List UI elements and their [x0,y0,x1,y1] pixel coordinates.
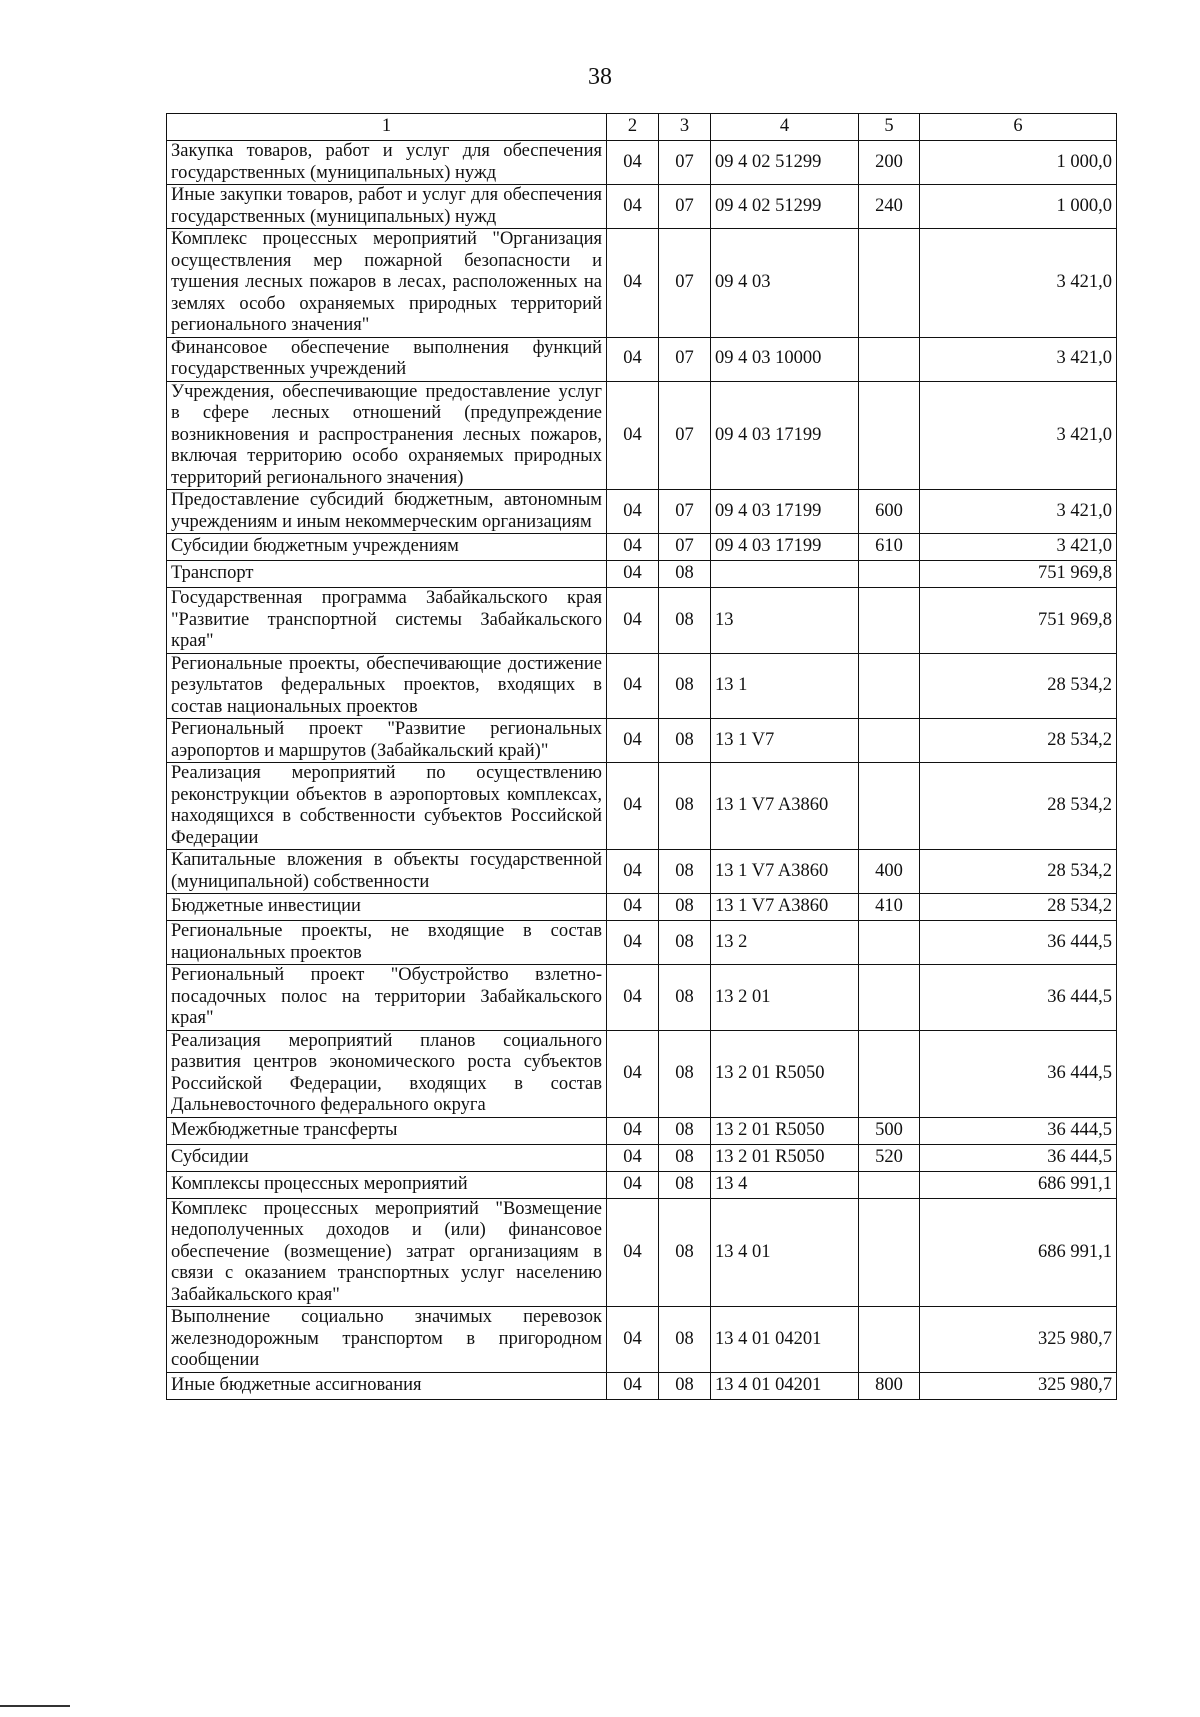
table-row [167,490,1117,534]
row-target-article-cell: 13 [711,588,859,654]
row-amount-cell: 28 534,2 [920,719,1117,763]
row-section-cell: 04 [607,229,659,338]
row-target-article-cell: 09 4 02 51299 [711,185,859,229]
table-row [167,1030,1117,1117]
row-name-cell: Комплексы процессных мероприятий [167,1171,607,1198]
row-subsection-cell: 08 [659,1198,711,1307]
row-subsection-cell: 08 [659,850,711,894]
table-row [167,561,1117,588]
row-subsection-cell: 07 [659,141,711,185]
table-row [167,965,1117,1031]
row-target-article-cell: 13 1 V7 [711,719,859,763]
row-target-article-cell: 13 4 [711,1171,859,1198]
row-name-cell: Иные бюджетные ассигнования [167,1372,607,1399]
row-expense-type-cell: 200 [859,141,920,185]
row-amount-cell: 325 980,7 [920,1372,1117,1399]
row-expense-type-cell [859,1171,920,1198]
row-target-article-cell: 09 4 02 51299 [711,141,859,185]
row-name-cell: Транспорт [167,561,607,588]
row-section-cell: 04 [607,894,659,921]
row-subsection-cell: 08 [659,561,711,588]
row-name-cell: Предоставление субсидий бюджетным, автономным учреждениям и иным некоммерческим организациям [167,490,607,534]
row-section-cell: 04 [607,850,659,894]
row-target-article-cell: 13 1 V7 A3860 [711,894,859,921]
table-row [167,185,1117,229]
row-name-cell: Капитальные вложения в объекты государственной (муниципальной) собственности [167,850,607,894]
table-row [167,763,1117,850]
row-name-cell: Субсидии бюджетным учреждениям [167,534,607,561]
row-subsection-cell: 08 [659,1144,711,1171]
row-target-article-cell: 09 4 03 [711,229,859,338]
table-header [167,114,1117,141]
row-amount-cell: 1 000,0 [920,185,1117,229]
table-row [167,1372,1117,1399]
row-target-article-cell [711,561,859,588]
row-target-article-cell: 13 2 01 R5050 [711,1117,859,1144]
row-name-cell: Региональный проект "Развитие региональных аэропортов и маршрутов (Забайкальский край)" [167,719,607,763]
row-expense-type-cell [859,381,920,490]
row-subsection-cell: 08 [659,894,711,921]
row-amount-cell: 28 534,2 [920,850,1117,894]
row-target-article-cell: 09 4 03 17199 [711,534,859,561]
row-section-cell: 04 [607,1144,659,1171]
row-section-cell: 04 [607,763,659,850]
row-expense-type-cell: 240 [859,185,920,229]
row-target-article-cell: 13 4 01 04201 [711,1307,859,1373]
row-expense-type-cell [859,1307,920,1373]
row-amount-cell: 3 421,0 [920,381,1117,490]
row-name-cell: Субсидии [167,1144,607,1171]
row-expense-type-cell [859,921,920,965]
row-expense-type-cell: 400 [859,850,920,894]
row-subsection-cell: 08 [659,1117,711,1144]
row-amount-cell: 36 444,5 [920,921,1117,965]
table-row [167,229,1117,338]
row-target-article-cell: 09 4 03 10000 [711,337,859,381]
header-col-2: 2 [607,114,659,141]
row-expense-type-cell: 410 [859,894,920,921]
row-amount-cell: 28 534,2 [920,653,1117,719]
row-name-cell: Реализация мероприятий по осуществлению реконструкции объектов в аэропортовых комплексах, находящихся в собственности субъектов Российской Федерации [167,763,607,850]
row-section-cell: 04 [607,588,659,654]
row-expense-type-cell: 610 [859,534,920,561]
header-col-1: 1 [167,114,607,141]
row-amount-cell: 36 444,5 [920,965,1117,1031]
row-amount-cell: 325 980,7 [920,1307,1117,1373]
row-target-article-cell: 13 1 [711,653,859,719]
row-subsection-cell: 08 [659,588,711,654]
row-amount-cell: 751 969,8 [920,588,1117,654]
row-expense-type-cell [859,1030,920,1117]
row-subsection-cell: 07 [659,229,711,338]
row-name-cell: Реализация мероприятий планов социального развития центров экономического роста субъектов Российской Федерации, входящих в состав Дальневосточного федерального округа [167,1030,607,1117]
margin-mark [0,1705,70,1707]
table-row [167,1198,1117,1307]
header-col-3: 3 [659,114,711,141]
header-col-6: 6 [920,114,1117,141]
row-expense-type-cell [859,1198,920,1307]
row-target-article-cell: 09 4 03 17199 [711,381,859,490]
row-expense-type-cell [859,229,920,338]
row-amount-cell: 686 991,1 [920,1171,1117,1198]
row-section-cell: 04 [607,561,659,588]
row-amount-cell: 3 421,0 [920,229,1117,338]
row-target-article-cell: 13 2 [711,921,859,965]
row-section-cell: 04 [607,1307,659,1373]
row-section-cell: 04 [607,141,659,185]
table-row [167,1144,1117,1171]
row-expense-type-cell [859,561,920,588]
row-expense-type-cell: 800 [859,1372,920,1399]
row-subsection-cell: 08 [659,719,711,763]
row-subsection-cell: 07 [659,534,711,561]
row-amount-cell: 3 421,0 [920,490,1117,534]
row-target-article-cell: 13 4 01 [711,1198,859,1307]
row-section-cell: 04 [607,921,659,965]
table-body [167,141,1117,1400]
row-amount-cell: 36 444,5 [920,1144,1117,1171]
row-section-cell: 04 [607,381,659,490]
row-expense-type-cell [859,588,920,654]
row-target-article-cell: 13 1 V7 A3860 [711,850,859,894]
row-name-cell: Комплекс процессных мероприятий "Возмещение недополученных доходов и (или) финансовое обеспечение (возмещение) затрат организациям в связи с оказанием транспортных услуг населению Забайкальского края" [167,1198,607,1307]
row-amount-cell: 28 534,2 [920,894,1117,921]
row-target-article-cell: 13 4 01 04201 [711,1372,859,1399]
row-subsection-cell: 07 [659,185,711,229]
row-section-cell: 04 [607,965,659,1031]
row-name-cell: Учреждения, обеспечивающие предоставление услуг в сфере лесных отношений (предупреждение возникновения и распространения лесных пожаров, включая территорию особо охраняемых природных территорий регионального значения) [167,381,607,490]
header-row [167,114,1117,141]
table-row [167,1307,1117,1373]
row-name-cell: Региональный проект "Обустройство взлетно-посадочных полос на территории Забайкальского края" [167,965,607,1031]
row-name-cell: Выполнение социально значимых перевозок железнодорожным транспортом в пригородном сообщении [167,1307,607,1373]
row-expense-type-cell: 500 [859,1117,920,1144]
row-subsection-cell: 08 [659,763,711,850]
row-name-cell: Закупка товаров, работ и услуг для обеспечения государственных (муниципальных) нужд [167,141,607,185]
table-row [167,534,1117,561]
row-name-cell: Комплекс процессных мероприятий "Организация осуществления мер пожарной безопасности и тушения лесных пожаров в лесах, расположенных на землях особо охраняемых природных территорий регионального значения" [167,229,607,338]
row-subsection-cell: 08 [659,1307,711,1373]
row-name-cell: Межбюджетные трансферты [167,1117,607,1144]
row-subsection-cell: 08 [659,1372,711,1399]
header-col-5: 5 [859,114,920,141]
row-section-cell: 04 [607,1198,659,1307]
table-row [167,921,1117,965]
row-section-cell: 04 [607,490,659,534]
row-amount-cell: 28 534,2 [920,763,1117,850]
row-amount-cell: 1 000,0 [920,141,1117,185]
table-row [167,1117,1117,1144]
row-name-cell: Финансовое обеспечение выполнения функций государственных учреждений [167,337,607,381]
row-subsection-cell: 08 [659,653,711,719]
table-row [167,850,1117,894]
budget-table [166,113,1117,1400]
row-amount-cell: 36 444,5 [920,1030,1117,1117]
row-subsection-cell: 07 [659,381,711,490]
row-subsection-cell: 08 [659,1030,711,1117]
table-row [167,588,1117,654]
row-section-cell: 04 [607,719,659,763]
row-section-cell: 04 [607,653,659,719]
table-row [167,381,1117,490]
row-section-cell: 04 [607,1030,659,1117]
row-section-cell: 04 [607,337,659,381]
row-target-article-cell: 13 2 01 [711,965,859,1031]
row-expense-type-cell: 600 [859,490,920,534]
table-row [167,141,1117,185]
table-row [167,719,1117,763]
row-expense-type-cell [859,337,920,381]
table-row [167,337,1117,381]
row-expense-type-cell [859,763,920,850]
row-name-cell: Иные закупки товаров, работ и услуг для обеспечения государственных (муниципальных) нужд [167,185,607,229]
table-row [167,1171,1117,1198]
row-amount-cell: 3 421,0 [920,337,1117,381]
row-name-cell: Бюджетные инвестиции [167,894,607,921]
row-amount-cell: 686 991,1 [920,1198,1117,1307]
row-section-cell: 04 [607,1372,659,1399]
page-number: 38 [588,64,612,90]
row-expense-type-cell [859,719,920,763]
row-amount-cell: 3 421,0 [920,534,1117,561]
row-name-cell: Региональные проекты, обеспечивающие достижение результатов федеральных проектов, входящих в состав национальных проектов [167,653,607,719]
table-row [167,894,1117,921]
row-section-cell: 04 [607,185,659,229]
row-target-article-cell: 13 1 V7 A3860 [711,763,859,850]
table-row [167,653,1117,719]
row-name-cell: Региональные проекты, не входящие в состав национальных проектов [167,921,607,965]
row-section-cell: 04 [607,1117,659,1144]
row-amount-cell: 36 444,5 [920,1117,1117,1144]
header-col-4: 4 [711,114,859,141]
row-section-cell: 04 [607,1171,659,1198]
row-expense-type-cell: 520 [859,1144,920,1171]
row-target-article-cell: 13 2 01 R5050 [711,1144,859,1171]
row-subsection-cell: 08 [659,965,711,1031]
row-target-article-cell: 09 4 03 17199 [711,490,859,534]
row-subsection-cell: 07 [659,337,711,381]
row-section-cell: 04 [607,534,659,561]
row-name-cell: Государственная программа Забайкальского края "Развитие транспортной системы Забайкальского края" [167,588,607,654]
row-target-article-cell: 13 2 01 R5050 [711,1030,859,1117]
row-subsection-cell: 08 [659,1171,711,1198]
row-subsection-cell: 07 [659,490,711,534]
row-expense-type-cell [859,653,920,719]
row-subsection-cell: 08 [659,921,711,965]
row-expense-type-cell [859,965,920,1031]
row-amount-cell: 751 969,8 [920,561,1117,588]
